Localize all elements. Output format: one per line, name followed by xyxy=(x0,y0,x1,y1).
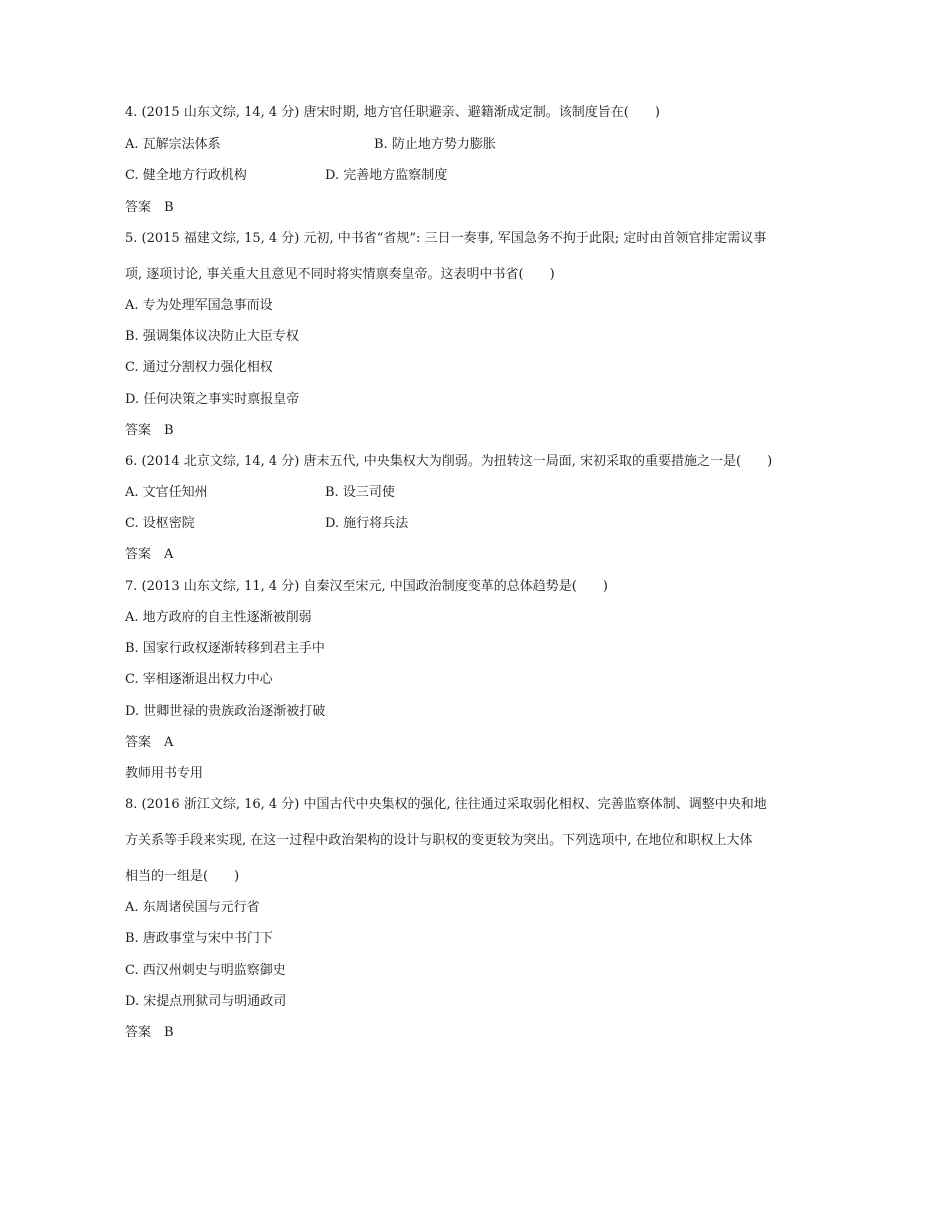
q8-option-a: A. 东周诸侯国与元行省 xyxy=(125,900,260,915)
teacher-note: 教师用书专用 xyxy=(125,766,204,781)
q5-stem-line-1: 5. (2015 福建文综, 15, 4 分) 元初, 中书省“省规”: 三日一奏事, 军国急务不拘于此限; 定时由首领官排定需议事 xyxy=(125,231,767,246)
q4-option-d: D. 完善地方监察制度 xyxy=(325,168,448,183)
q7-answer: 答案 A xyxy=(125,735,174,750)
q7-option-d: D. 世卿世禄的贵族政治逐渐被打破 xyxy=(125,704,326,719)
q4-answer: 答案 B xyxy=(125,200,174,215)
q7-option-a: A. 地方政府的自主性逐渐被削弱 xyxy=(125,610,312,625)
q6-stem: 6. (2014 北京文综, 14, 4 分) 唐末五代, 中央集权大为削弱。为扭转这一局面, 宋初采取的重要措施之一是( ) xyxy=(125,454,773,469)
q8-answer: 答案 B xyxy=(125,1025,174,1040)
q8-stem-line-3: 相当的一组是( ) xyxy=(125,869,240,884)
q5-stem-line-2: 项, 逐项讨论, 事关重大且意见不同时将实情禀奏皇帝。这表明中书省( ) xyxy=(125,267,555,282)
q5-option-c: C. 通过分割权力强化相权 xyxy=(125,360,273,375)
q7-option-c: C. 宰相逐渐退出权力中心 xyxy=(125,672,273,687)
q8-stem-line-2: 方关系等手段来实现, 在这一过程中政治架构的设计与职权的变更较为突出。下列选项中, 在地位和职权上大体 xyxy=(125,833,753,848)
q4-option-b: B. 防止地方势力膨胀 xyxy=(374,137,496,152)
q6-option-b: B. 设三司使 xyxy=(325,485,395,500)
q4-stem: 4. (2015 山东文综, 14, 4 分) 唐宋时期, 地方官任职避亲、避籍渐成定制。该制度旨在( ) xyxy=(125,105,660,120)
q6-option-c: C. 设枢密院 xyxy=(125,516,195,531)
q5-option-a: A. 专为处理军国急事而设 xyxy=(125,298,273,313)
q5-option-b: B. 强调集体议决防止大臣专权 xyxy=(125,329,299,344)
q8-option-d: D. 宋提点刑狱司与明通政司 xyxy=(125,994,287,1009)
q5-answer: 答案 B xyxy=(125,423,174,438)
q4-option-c: C. 健全地方行政机构 xyxy=(125,168,247,183)
q6-option-d: D. 施行将兵法 xyxy=(325,516,409,531)
q6-answer: 答案 A xyxy=(125,547,174,562)
q4-option-a: A. 瓦解宗法体系 xyxy=(125,137,221,152)
q8-option-c: C. 西汉州刺史与明监察御史 xyxy=(125,963,286,978)
q8-stem-line-1: 8. (2016 浙江文综, 16, 4 分) 中国古代中央集权的强化, 往往通过采取弱化相权、完善监察体制、调整中央和地 xyxy=(125,797,767,812)
q8-option-b: B. 唐政事堂与宋中书门下 xyxy=(125,931,273,946)
q5-option-d: D. 任何决策之事实时禀报皇帝 xyxy=(125,392,300,407)
q7-option-b: B. 国家行政权逐渐转移到君主手中 xyxy=(125,641,325,656)
q7-stem: 7. (2013 山东文综, 11, 4 分) 自秦汉至宋元, 中国政治制度变革的总体趋势是( ) xyxy=(125,579,608,594)
q6-option-a: A. 文官任知州 xyxy=(125,485,208,500)
